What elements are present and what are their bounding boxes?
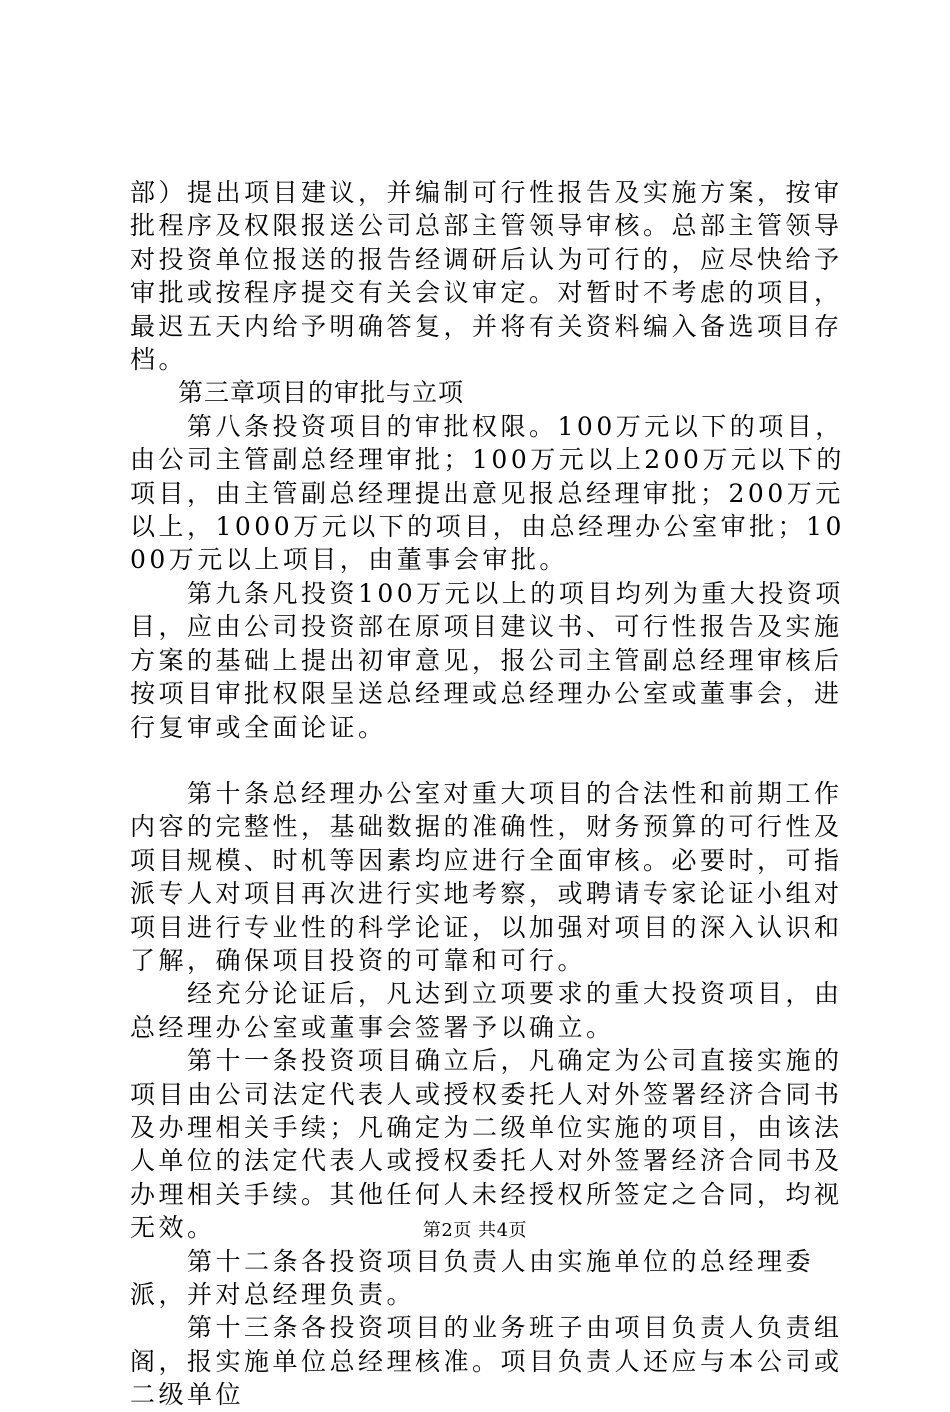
article-10-paragraph: 第十条总经理办公室对重大项目的合法性和前期工作内容的完整性，基础数据的准确性，财务预算的可行性及项目规模、时机等因素均应进行全面审核。必要时，可指派专人对项目再次进行实地考察，或聘请专家论证小组对项目进行专业性的科学论证，以加强对项目的深入认识和了解，确保项目投资的可靠和可行。 <box>130 778 843 975</box>
blank-line <box>130 744 845 777</box>
paragraph-continuation: 部）提出项目建议，并编制可行性报告及实施方案，按审批程序及权限报送公司总部主管领导审核。总部主管领导对投资单位报送的报告经调研后认为可行的，应尽快给予审批或按程序提交有关会议审定。对暂时不考虑的项目，最迟五天内给予明确答复，并将有关资料编入备选项目存档。 <box>130 178 843 375</box>
article-9-paragraph: 第九条凡投资100万元以上的项目均列为重大投资项目，应由公司投资部在原项目建议书、可行性报告及实施方案的基础上提出初审意见，报公司主管副总经理审核后按项目审批权限呈送总经理或总经理办公室或董事会，进行复审或全面论证。 <box>130 578 844 742</box>
article-11-paragraph: 第十一条投资项目确立后，凡确定为公司直接实施的项目由公司法定代表人或授权委托人对外签署经济合同书及办理相关手续；凡确定为二级单位实施的项目，由该法人单位的法定代表人或授权委托人对外签署经济合同书及办理相关手续。其他任何人未经授权所签定之合同，均视无效。 <box>130 1046 843 1243</box>
page-number-footer: 第2页 共4页 <box>422 1220 528 1241</box>
article-8-paragraph: 第八条投资项目的审批权限。100万元以下的项目，由公司主管副总经理审批；100万元以上200万元以下的项目，由主管副总经理提出意见报总经理审批；200万元以上，1000万元以下的项目，由总经理办公室审批；1000万元以上项目，由董事会审批。 <box>130 411 845 575</box>
establishment-paragraph: 经充分论证后，凡达到立项要求的重大投资项目，由总经理办公室或董事会签署予以确立。 <box>130 979 843 1042</box>
article-13-paragraph: 第十三条各投资项目的业务班子由项目负责人负责组阁，报实施单位总经理核准。项目负责人还应与本公司或二级单位 <box>130 1313 843 1410</box>
chapter-heading: 第三章项目的审批与立项 <box>178 378 465 408</box>
article-12-paragraph: 第十二条各投资项目负责人由实施单位的总经理委派，并对总经理负责。 <box>130 1246 815 1309</box>
